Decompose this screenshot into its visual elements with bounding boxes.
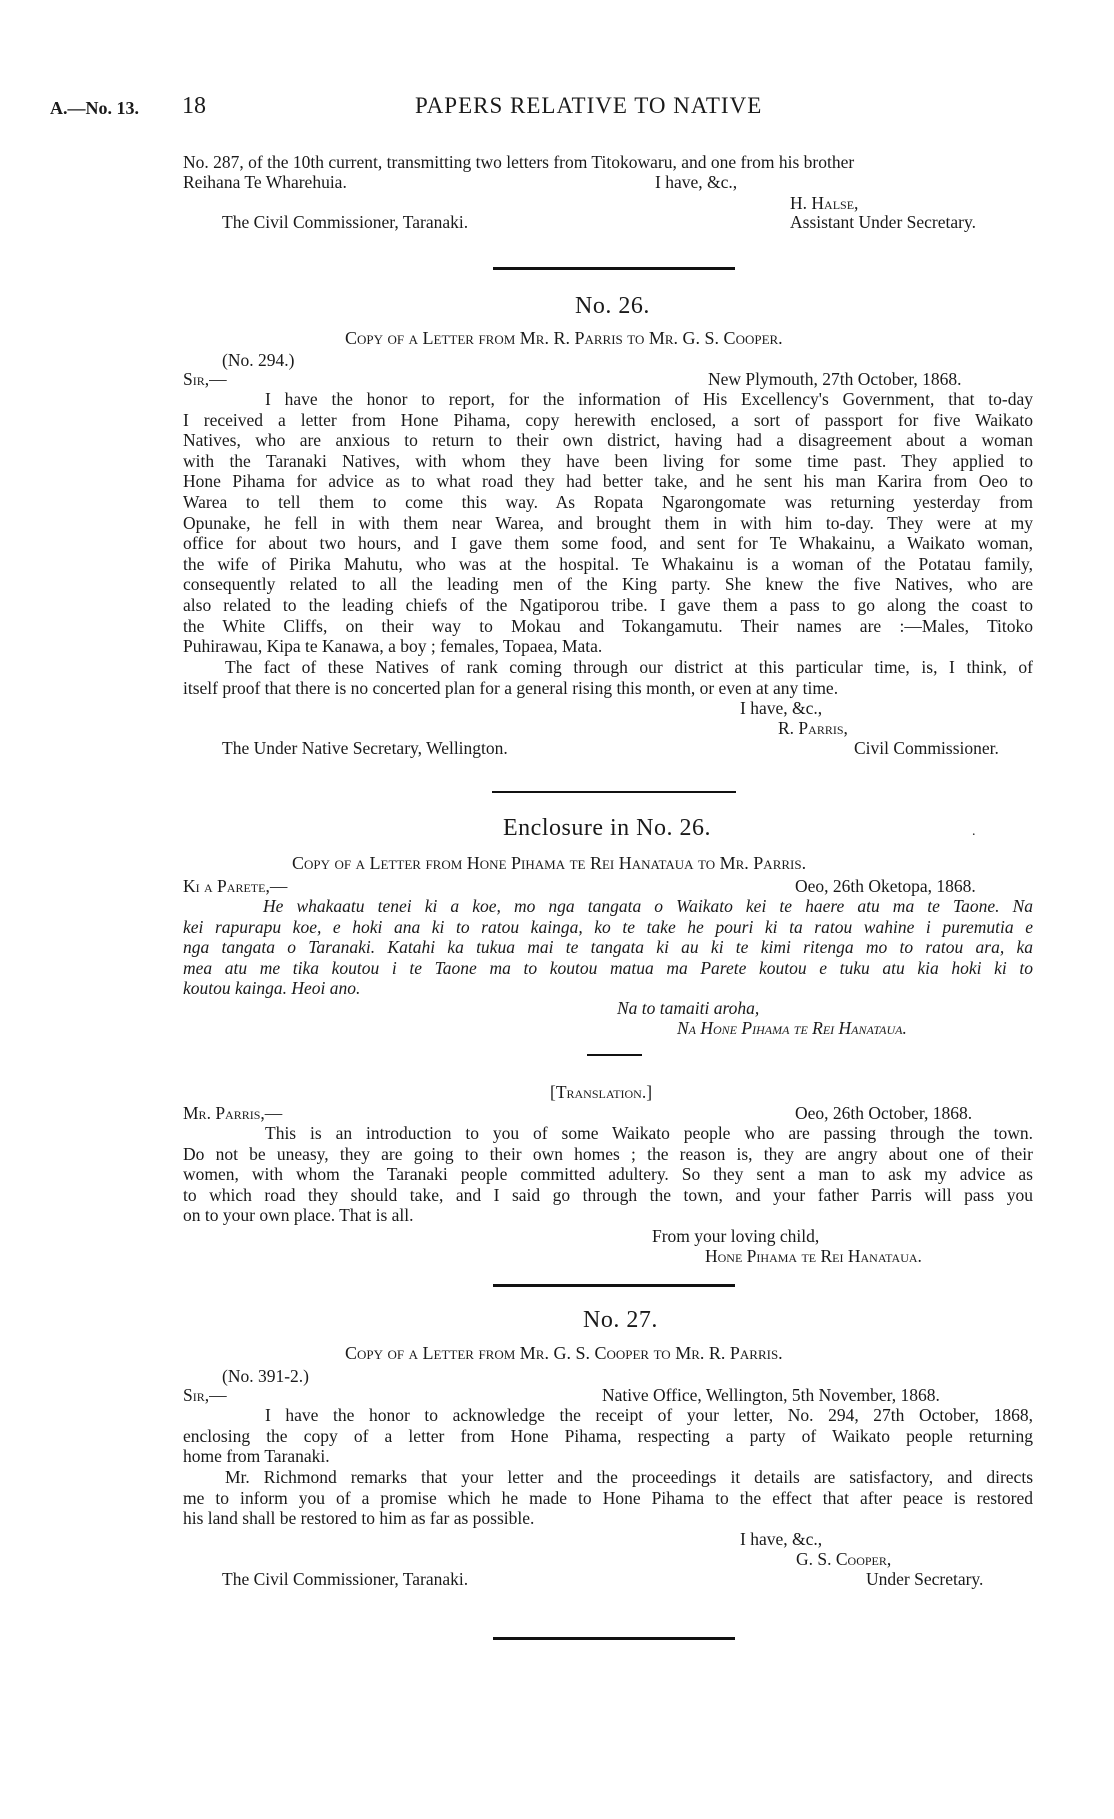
no26-heading: No. 26.	[575, 293, 650, 319]
text-line: Mr. Richmond remarks that your letter and the proceedings it details are satisfactory, and directs	[225, 1467, 1033, 1487]
text-line: nga tangata o Taranaki. Katahi ka tukua mai te tangata ki au ki te kimi ritenga mo to ratou ara, ka	[183, 937, 1033, 958]
no27-ref: (No. 391-2.)	[222, 1366, 309, 1386]
no26-role: Civil Commissioner.	[854, 738, 999, 758]
text-line: Opunake, he fell in with them near Warea, and brought them in with him to-day. They were at my	[183, 512, 1033, 533]
no26-salutation: Sir,—	[183, 369, 227, 389]
no27-role: Under Secretary.	[866, 1569, 984, 1589]
enclosure-place-date: Oeo, 26th Oketopa, 1868.	[795, 876, 976, 896]
text-line: koutou kainga. Heoi ano.	[183, 978, 361, 999]
text-line: to which road they should take, and I said go through the town, and your father Parris will pass you	[183, 1184, 1033, 1205]
no27-place-date: Native Office, Wellington, 5th November, 1868.	[602, 1385, 940, 1405]
text-line: I received a letter from Hone Pihama, copy herewith enclosed, a sort of passport for five Waikato	[183, 409, 1033, 430]
top-line-1: No. 287, of the 10th current, transmitting two letters from Titokowaru, and one from his brother	[183, 152, 855, 172]
text-line: Do not be uneasy, they are going to their own homes ; the reason is, they are angry about one of their	[183, 1143, 1033, 1164]
page-number: 18	[182, 93, 206, 119]
text-line: the wife of Pirika Mahutu, who was at the hospital. Te Whakainu is a woman of the Potatau family,	[183, 553, 1033, 574]
top-have: I have, &c.,	[655, 172, 738, 192]
no27-caption: Copy of a Letter from Mr. G. S. Cooper to Mr. R. Parris.	[345, 1343, 783, 1363]
text-line: Hone Pihama for advice as to what road they had better take, and he sent his man Karira from Oeo to	[183, 471, 1033, 492]
enclosure-paragraph	[183, 896, 1033, 999]
no26-caption: Copy of a Letter from Mr. R. Parris to Mr. G. S. Cooper.	[345, 328, 783, 348]
text-line: Puhirawau, Kipa te Kanawa, a boy ; females, Topaea, Mata.	[183, 636, 603, 657]
text-line: women, with whom the Taranaki people committed adultery. So they sent a man to ask my advice as	[183, 1164, 1033, 1185]
text-line: me to inform you of a promise which he made to Hone Pihama to the effect that after peace is restored	[183, 1487, 1033, 1508]
text-line: enclosing the copy of a letter from Hone Pihama, respecting a party of Waikato people returning	[183, 1425, 1033, 1446]
enclosure-heading: Enclosure in No. 26.	[503, 815, 711, 841]
no26-place-date: New Plymouth, 27th October, 1868.	[708, 369, 962, 389]
no27-have: I have, &c.,	[740, 1529, 823, 1549]
translation-heading: [Translation.]	[550, 1082, 653, 1102]
top-role: Assistant Under Secretary.	[790, 212, 976, 232]
no27-signer: G. S. Cooper,	[796, 1549, 892, 1569]
no26-signer: R. Parris,	[778, 718, 848, 738]
short-rule	[587, 1054, 642, 1056]
no26-ref: (No. 294.)	[222, 350, 295, 370]
no26-have: I have, &c.,	[740, 698, 823, 718]
text-line: Warea to tell them to come this way. As Ropata Ngarongomate was returning yesterday from	[183, 491, 1033, 512]
text-line: the White Cliffs, on their way to Mokau and Tokangamutu. Their names are :—Males, Titoko	[183, 615, 1033, 636]
text-line: This is an introduction to you of some Waikato people who are passing through the town.	[265, 1123, 1033, 1143]
enclosure-closing: Na to tamaiti aroha,	[617, 998, 760, 1018]
section-rule	[493, 1284, 735, 1287]
text-line: office for about two hours, and I gave them some food, and sent for Te Whakainu, a Waikato woman,	[183, 533, 1033, 554]
no27-paragraph-1	[183, 1405, 1033, 1467]
text-line: home from Taranaki.	[183, 1446, 330, 1467]
enclosure-caption: Copy of a Letter from Hone Pihama te Rei Hanataua to Mr. Parris.	[292, 853, 807, 873]
text-line: itself proof that there is no concerted plan for a general rising this month, or even at any time.	[183, 677, 839, 698]
text-line: Natives, who are anxious to return to their own district, having had a disagreement about a woman	[183, 430, 1033, 451]
text-line: his land shall be restored to him as far as possible.	[183, 1508, 535, 1529]
translation-paragraph	[183, 1123, 1033, 1226]
text-line: with the Taranaki Natives, with whom they have been living for some time past. They applied to	[183, 450, 1033, 471]
section-rule	[492, 791, 736, 793]
no27-addressee: The Civil Commissioner, Taranaki.	[222, 1569, 469, 1589]
top-addressee: The Civil Commissioner, Taranaki.	[222, 212, 469, 232]
text-line: on to your own place. That is all.	[183, 1205, 414, 1226]
page-ref: A.—No. 13.	[50, 98, 139, 118]
no26-paragraph-2	[183, 657, 1033, 698]
text-line: I have the honor to report, for the information of His Excellency's Government, that to-day	[265, 389, 1033, 409]
section-rule	[493, 267, 735, 270]
no27-heading: No. 27.	[583, 1307, 658, 1333]
text-line: He whakaatu tenei ki a koe, mo nga tangata o Waikato kei te haere atu ma te Taone. Na	[263, 896, 1033, 916]
enclosure-signer: Na Hone Pihama te Rei Hanataua.	[677, 1018, 907, 1038]
translation-closing: From your loving child,	[652, 1226, 820, 1246]
text-line: also related to the leading chiefs of the Ngatiporou tribe. I gave them a pass to go along the coast to	[183, 594, 1033, 615]
text-line: The fact of these Natives of rank coming through our district at this particular time, is, I think, of	[225, 657, 1033, 677]
no27-salutation: Sir,—	[183, 1385, 227, 1405]
running-title: PAPERS RELATIVE TO NATIVE	[415, 93, 763, 118]
no27-paragraph-2	[183, 1467, 1033, 1529]
text-line: mea atu me tika koutou i te Taone ma to koutou matua ma Parete koutou e tuku atu kia hoki ki to	[183, 957, 1033, 978]
section-rule	[493, 1637, 735, 1640]
translation-place-date: Oeo, 26th October, 1868.	[795, 1103, 973, 1123]
translation-salutation: Mr. Parris,—	[183, 1103, 283, 1123]
no26-paragraph-1	[183, 389, 1033, 657]
enclosure-dot: .	[972, 824, 976, 839]
enclosure-salutation: Ki a Parete,—	[183, 876, 288, 896]
text-line: kei rapurapu koe, e hoki ana ki to ratou kainga, ko te take he pouri ki ta ratou wahine i puremutia e	[183, 916, 1033, 937]
text-line: I have the honor to acknowledge the receipt of your letter, No. 294, 27th October, 1868,	[265, 1405, 1033, 1425]
top-signer: H. Halse,	[790, 193, 859, 213]
top-line-2: Reihana Te Wharehuia.	[183, 172, 347, 192]
translation-signer: Hone Pihama te Rei Hanataua.	[705, 1246, 922, 1266]
text-line: consequently related to all the leading men of the King party. She knew the five Natives, who are	[183, 574, 1033, 595]
no26-addressee: The Under Native Secretary, Wellington.	[222, 738, 508, 758]
